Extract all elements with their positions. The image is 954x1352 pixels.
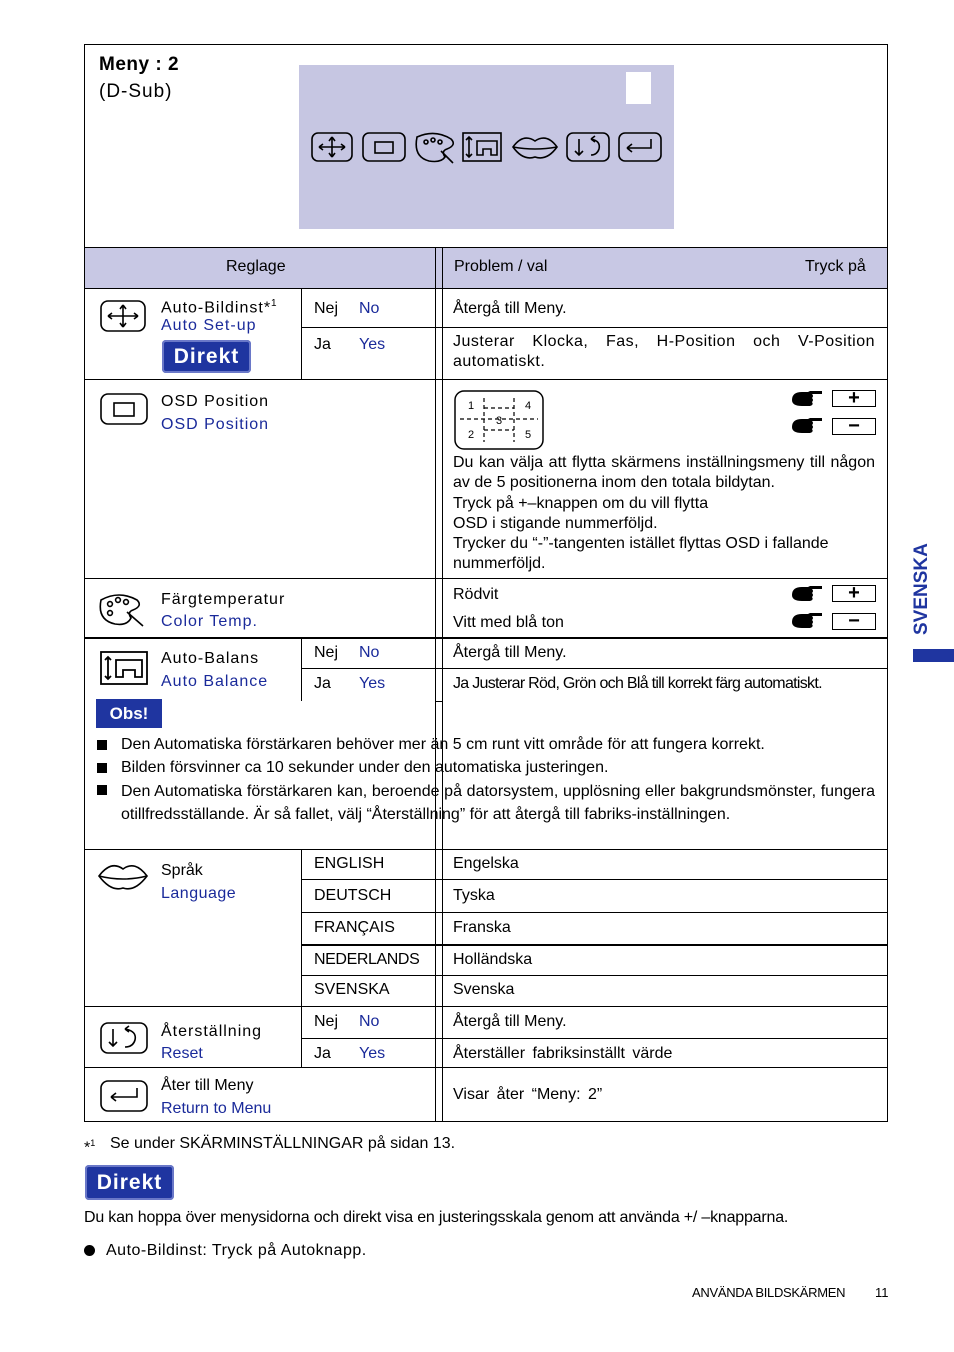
lang-desc-svenska: Svenska xyxy=(453,981,515,998)
color-temp-opt1: Rödvit xyxy=(453,586,499,603)
minus-button-icon: − xyxy=(832,418,876,435)
palette-icon xyxy=(97,590,149,628)
lang-desc-francais: Franska xyxy=(453,919,511,936)
reset-no-desc: Återgå till Meny. xyxy=(453,1013,567,1030)
auto-balance-yes-sv: Ja xyxy=(314,675,331,692)
auto-balance-no-sv: Nej xyxy=(314,644,339,661)
lang-option-english: ENGLISH xyxy=(314,855,385,872)
header-press: Tryck på xyxy=(805,258,866,275)
pointing-hand-icon xyxy=(790,585,824,605)
auto-balance-no-en: No xyxy=(359,644,380,661)
obs-badge: Obs! xyxy=(96,699,162,728)
reset-label-en: Reset xyxy=(161,1045,203,1062)
plus-button-icon: + xyxy=(832,390,876,407)
footer-section: ANVÄNDA BILDSKÄRMEN xyxy=(692,1285,846,1300)
auto-setup-label-en: Auto Set-up xyxy=(161,317,257,334)
auto-setup-no-en: No xyxy=(359,300,380,317)
color-temp-label-en: Color Temp. xyxy=(161,613,258,630)
reset-icon xyxy=(99,1020,149,1056)
direkt-badge: Direkt xyxy=(162,340,251,373)
auto-balance-label: Auto-Balans xyxy=(161,650,260,667)
side-tab-label: SVENSKA xyxy=(911,543,932,635)
language-label-en: Language xyxy=(161,885,237,902)
menu-subtitle: (D-Sub) xyxy=(99,81,173,102)
language-label: Språk xyxy=(161,862,203,879)
direkt-item: Auto-Bildinst: Tryck på Autoknapp. xyxy=(106,1242,367,1259)
return-label-en: Return to Menu xyxy=(161,1100,272,1117)
reset-no-en: No xyxy=(359,1013,380,1030)
osd-position-label: OSD Position xyxy=(161,393,270,410)
menu-title: Meny : 2 xyxy=(99,54,180,75)
bullet-icon xyxy=(97,785,107,795)
lang-desc-english: Engelska xyxy=(453,855,519,872)
pointing-hand-icon xyxy=(790,390,824,410)
auto-setup-icon xyxy=(99,298,147,334)
auto-setup-yes-en: Yes xyxy=(359,336,386,353)
header-controls: Reglage xyxy=(226,258,286,275)
lang-option-francais: FRANÇAIS xyxy=(314,919,395,936)
return-icon xyxy=(99,1078,149,1114)
side-tab-bar xyxy=(913,649,954,662)
osd-position-desc-4: Trycker du “-”-tangenten istället flyttas OSD i fallande nummerföljd. xyxy=(453,535,829,572)
page-number: 11 xyxy=(875,1285,889,1300)
auto-balance-icon xyxy=(99,650,149,686)
osd-position-desc-2: Tryck på +–knappen om du vill flytta xyxy=(453,495,709,512)
bullet-icon xyxy=(97,763,107,773)
return-label: Åter till Meny xyxy=(161,1077,254,1094)
return-desc: Visar åter “Meny: 2” xyxy=(453,1086,603,1103)
auto-balance-yes-en: Yes xyxy=(359,675,386,692)
footnote-mark: *$^1$ xyxy=(84,1138,96,1157)
direkt-text: Du kan hoppa över menysidorna och direkt visa en justeringsskala genom att använda +/ –knapparna. xyxy=(84,1209,789,1226)
reset-yes-en: Yes xyxy=(359,1045,386,1062)
bullet-dot-icon xyxy=(84,1245,95,1256)
minus-button-icon: − xyxy=(832,613,876,630)
lang-desc-nederlands: Holländska xyxy=(453,951,533,968)
auto-balance-label-en: Auto Balance xyxy=(161,673,269,690)
grid-pos-5: 5 xyxy=(525,429,532,441)
color-temp-opt2: Vitt med blå ton xyxy=(453,614,564,631)
lips-icon xyxy=(97,860,149,894)
plus-button-icon: + xyxy=(832,585,876,602)
lang-option-svenska: SVENSKA xyxy=(314,981,390,998)
osd-position-label-en: OSD Position xyxy=(161,416,270,433)
auto-setup-yes-sv: Ja xyxy=(314,336,331,353)
grid-pos-1: 1 xyxy=(468,400,475,412)
grid-pos-2: 2 xyxy=(468,429,475,441)
reset-yes-desc: Återställer fabriksinställt värde xyxy=(453,1045,673,1062)
lang-option-nederlands: NEDERLANDS xyxy=(314,951,420,968)
reset-yes-sv: Ja xyxy=(314,1045,331,1062)
grid-pos-4: 4 xyxy=(525,400,532,412)
reset-label: Återställning xyxy=(161,1023,263,1040)
osd-cursor xyxy=(626,72,651,104)
lang-option-deutsch: DEUTSCH xyxy=(314,887,392,904)
footnote-text: Se under SKÄRMINSTÄLLNINGAR på sidan 13. xyxy=(110,1135,456,1152)
obs-item-2: Bilden försvinner ca 10 sekunder under den automatiska justeringen. xyxy=(121,759,609,776)
auto-balance-yes-desc: Ja Justerar Röd, Grön och Blå till korrekt färg automatiskt. xyxy=(453,675,822,692)
obs-item-1: Den Automatiska förstärkaren behöver mer än 5 cm runt vitt område för att fungera korrekt. xyxy=(121,736,765,753)
bullet-icon xyxy=(97,740,107,750)
grid-pos-3: 3 xyxy=(496,415,503,427)
osd-icon-row xyxy=(309,129,669,165)
color-temp-label: Färgtemperatur xyxy=(161,591,286,608)
reset-no-sv: Nej xyxy=(314,1013,339,1030)
osd-position-desc-1: Du kan välja att flytta skärmens inställningsmeny till någon av de 5 positionerna inom den totala bildytan. xyxy=(453,454,875,491)
osd-position-icon xyxy=(99,392,149,426)
lang-desc-deutsch: Tyska xyxy=(453,887,495,904)
direkt-section-badge: Direkt xyxy=(85,1165,174,1200)
auto-setup-yes-desc: Justerar Klocka, Fas, H-Position och V-Position automatiskt. xyxy=(453,333,875,370)
header-problem: Problem / val xyxy=(454,258,548,275)
osd-position-desc-3: OSD i stigande nummerföljd. xyxy=(453,515,658,532)
auto-setup-no-desc: Återgå till Meny. xyxy=(453,300,567,317)
pointing-hand-icon xyxy=(790,417,824,437)
auto-setup-label: Auto-Bildinst*$^1$ xyxy=(161,298,278,317)
pointing-hand-icon xyxy=(790,612,824,632)
obs-item-3: Den Automatiska förstärkaren kan, beroende på datorsystem, upplösning eller bakgrundsmönster, fungera otillfredsställande. Är så fallet, välj “Återställning” för att återgå till fabriks-inställningen. xyxy=(121,783,875,823)
auto-balance-no-desc: Återgå till Meny. xyxy=(453,644,567,661)
auto-setup-no-sv: Nej xyxy=(314,300,339,317)
osd-preview xyxy=(299,65,674,229)
